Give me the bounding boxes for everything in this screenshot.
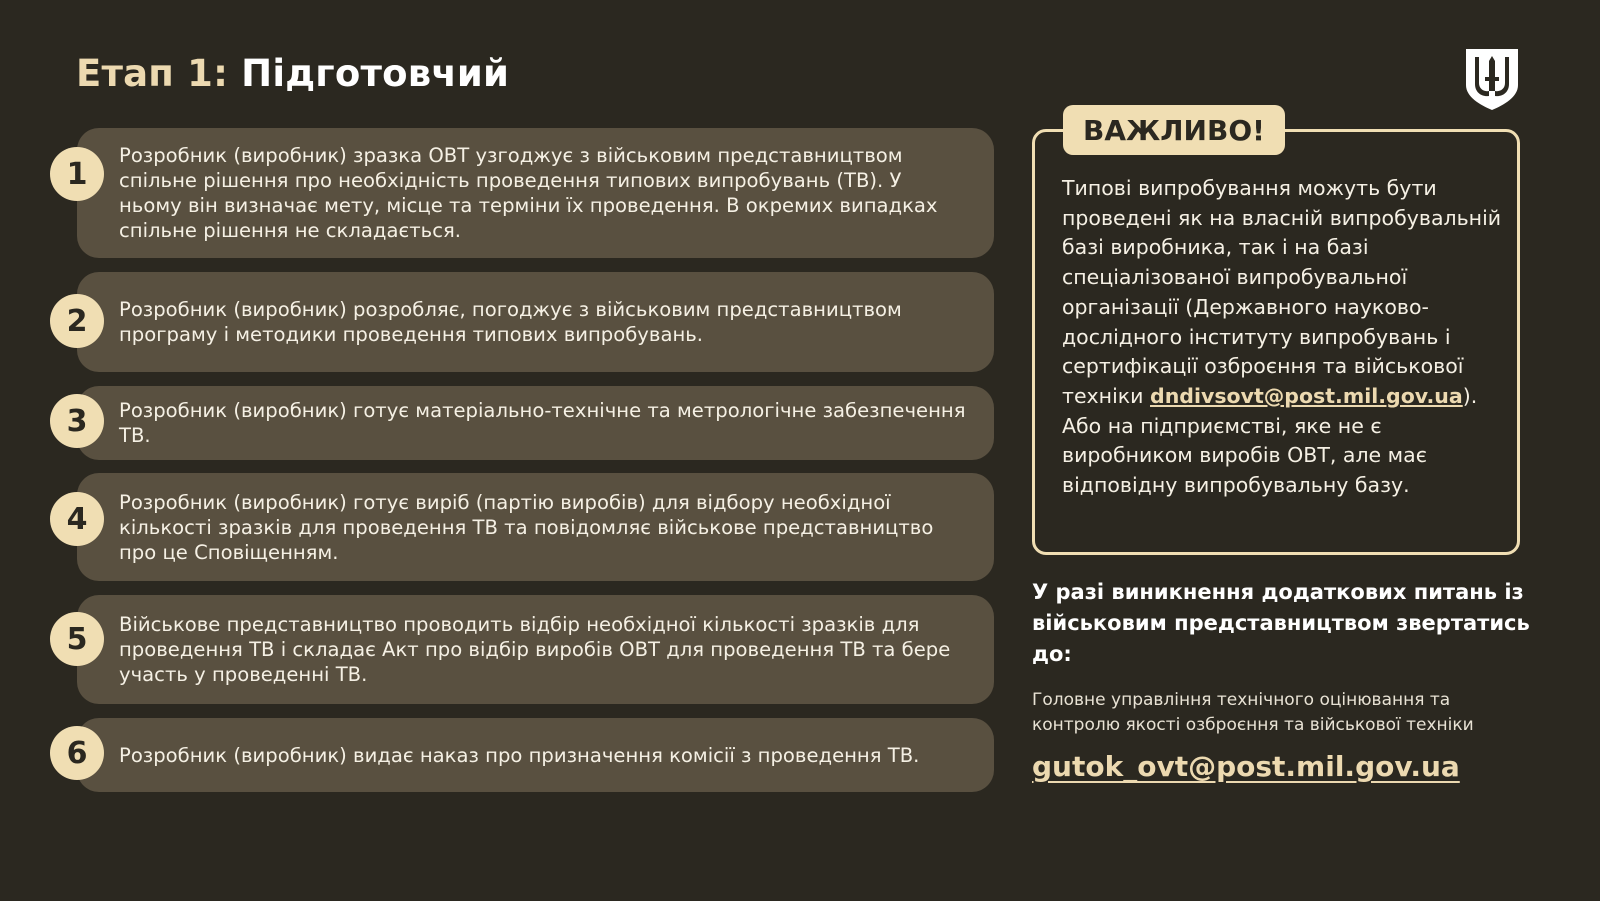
step-text-6: Розробник (виробник) видає наказ про призначення комісії з проведення ТВ. [119,743,920,767]
institute-email-link[interactable]: dndivsovt@post.mil.gov.ua [1150,383,1463,408]
contact-heading: У разі виникнення додаткових питань із військовим представництвом звертатись до: [1032,580,1530,666]
important-text [1062,174,1508,501]
step-text-4: Розробник (виробник) готує виріб (партію виробів) для відбору необхідної кількості зразків для проведення ТВ та повідомляє військове представництво про це Сповіщенням. [119,490,934,564]
step-number-2: 2 [50,294,104,348]
step-number-4: 4 [50,492,104,546]
step-card-1 [77,128,994,258]
stage-name: Підготовчий [241,52,510,95]
step-number-3: 3 [50,394,104,448]
step-card-4 [77,473,994,581]
step-number-6: 6 [50,726,104,780]
step-text-3: Розробник (виробник) готує матеріально-технічне та метрологічне забезпечення ТВ. [119,399,966,447]
important-text-before: Типові випробування можуть бути проведені як на власній випробувальній базі виробника, так і на базі спеціалізованої випробувальної організації (Державного науково-дослідного інституту випробувань і сертифікації озброєння та військової техніки [1062,176,1502,408]
step-card-5 [77,595,994,704]
step-text-1: Розробник (виробник) зразка ОВТ узгоджує з військовим представництвом спільне рішення про необхідність проведення типових випробувань (ТВ). У ньому він визначає мету, місце та терміни їх проведення. В окремих випадках спільне рішення не складається. [119,144,938,242]
step-text-2: Розробник (виробник) розробляє, погоджує з військовим представництвом програму і методики проведення типових випробувань. [119,298,902,346]
step-number-5: 5 [50,612,104,666]
contact-organization: Головне управління технічного оцінювання та контролю якості озброєння та військової техніки [1032,690,1474,735]
step-card-2 [77,272,994,372]
step-card-3 [77,386,994,460]
step-text-5: Військове представництво проводить відбір необхідної кількості зразків для проведення ТВ і складає Акт про відбір виробів ОВТ для проведення ТВ та бере участь у проведенні ТВ. [119,613,951,686]
contact-email-link[interactable]: gutok_ovt@post.mil.gov.ua [1032,750,1460,783]
important-text-after: ). Або на підприємстві, яке не є виробником виробів ОВТ, але має відповідну випробувальну базу. [1062,383,1478,498]
step-card-6 [77,718,994,792]
stage-label: Етап 1: [76,52,229,95]
page-title [76,52,509,95]
important-label: ВАЖЛИВО! [1063,105,1285,155]
trident-shield-icon [1464,47,1520,111]
step-number-1: 1 [50,147,104,201]
